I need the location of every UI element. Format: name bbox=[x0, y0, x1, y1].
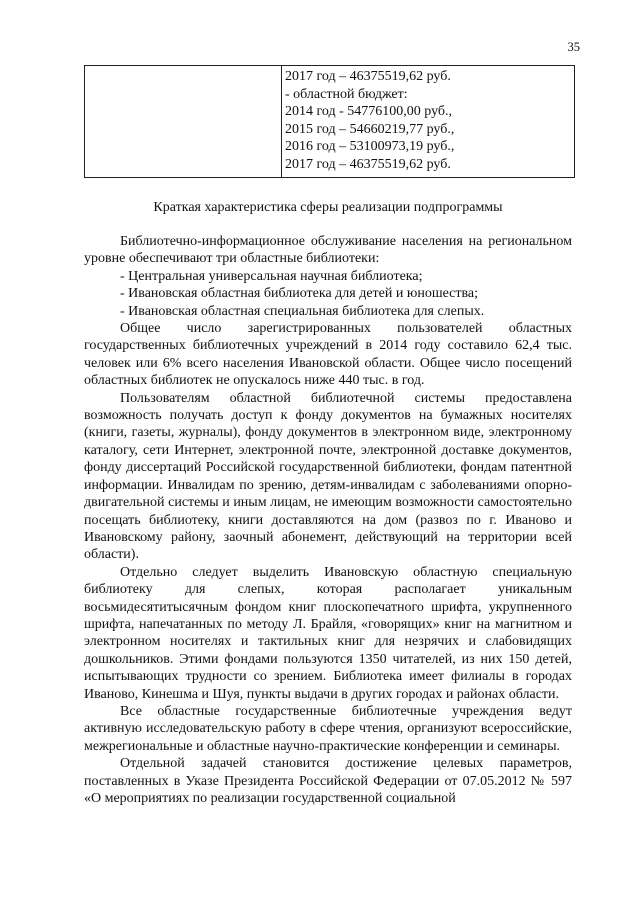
section-title: Краткая характеристика сферы реализации подпрограммы bbox=[153, 200, 503, 215]
financing-line: 2015 год – 54660219,77 руб., bbox=[285, 121, 455, 137]
paragraph: Отдельной задачей становится достижение целевых параметров, поставленных в Указе Президента Российской Федерации от 07.05.2012 № 597 «О мероприятиях по реализации государственной социальной bbox=[84, 756, 572, 806]
financing-table bbox=[84, 65, 575, 178]
paragraph: Пользователям областной библиотечной системы предоставлена возможность получать доступ к фонду документов на бумажных носителях (книги, газеты, журналы), фонду документов в электронном виде, электронному каталогу, сети Интернет, электронной почте, электронной доставке документов, фонду диссертаций Российской государственной библиотеки, фондам патентной информации. Инвалидам по зрению, детям-инвалидам с заболеваниями опорно-двигательной системы и иным лицам, не имеющим возможности самостоятельно посещать библиотеку, книги доставляются на дом (развоз по г. Иваново и Ивановскому району, заочный абонемент, действующий на территории всей области). bbox=[84, 390, 572, 563]
financing-line: 2017 год – 46375519,62 руб. bbox=[285, 69, 451, 84]
financing-line: - областной бюджет: bbox=[285, 86, 408, 102]
paragraph: Отдельно следует выделить Ивановскую областную специальную библиотеку для слепых, которая располагает уникальным восьмидесятитысячным фондом книг плоскопечатного шрифта, укрупненного шрифта, напечатанных по методу Л. Брайля, «говорящих» книг на магнитном и электронном носителях и тактильных книг для незрячих и слабовидящих дошкольников. Этими фондами пользуются 1350 читателей, из них 150 детей, испытывающих трудности со зрением. Библиотека имеет филиалы в городах Иваново, Кинешма и Шуя, пункты выдачи в других городах и районах области. bbox=[84, 564, 572, 702]
financing-line: 2016 год – 53100973,19 руб., bbox=[285, 139, 455, 154]
list-item: - Ивановская областная библиотека для детей и юношества; bbox=[120, 286, 479, 302]
paragraph: Общее число зарегистрированных пользователей областных государственных библиотечных учреждений в 2014 году составило 62,4 тыс. человек или 6% всего населения Ивановской области. Общее число посещений областных библиотек не опускалось ниже 440 тыс. в год. bbox=[84, 321, 572, 389]
financing-line: 2017 год – 46375519,62 руб. bbox=[285, 156, 451, 172]
list-item: - Ивановская областная специальная библиотека для слепых. bbox=[120, 303, 485, 319]
page-number: 35 bbox=[567, 40, 580, 54]
paragraph: Все областные государственные библиотечные учреждения ведут активную исследовательскую работу в сфере чтения, организуют всероссийские, межрегиональные и областные научно-практические конференции и семинары. bbox=[84, 703, 572, 754]
list-item: - Центральная универсальная научная библиотека; bbox=[120, 268, 423, 284]
financing-cell bbox=[282, 66, 575, 178]
financing-line: 2014 год - 54776100,00 руб., bbox=[285, 104, 453, 119]
paragraph: Библиотечно-информационное обслуживание населения на региональном уровне обеспечивают три областные библиотеки: bbox=[84, 234, 572, 267]
table-row bbox=[85, 66, 575, 178]
table-empty-cell bbox=[85, 66, 282, 178]
body-text bbox=[84, 233, 572, 807]
